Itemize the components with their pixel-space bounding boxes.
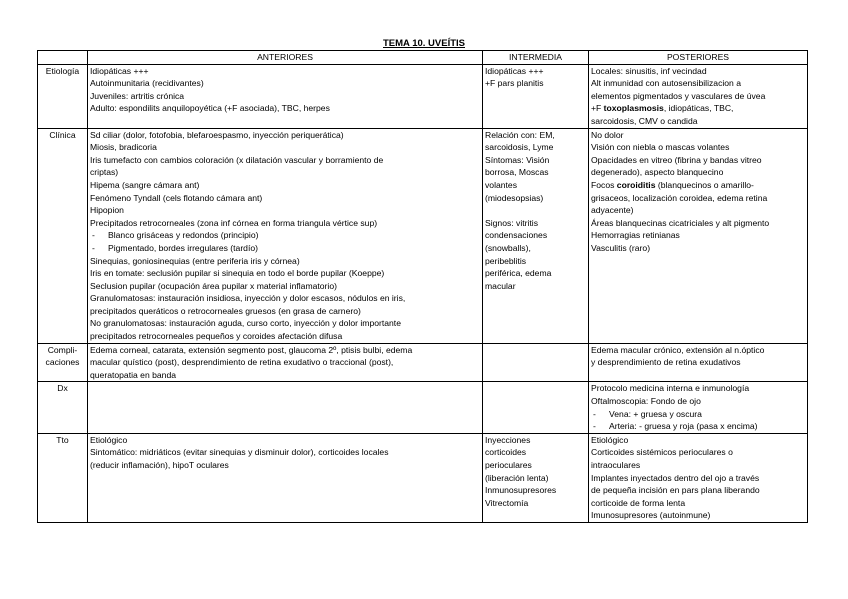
cell-line: criptas) (90, 167, 119, 178)
row-tto (38, 433, 808, 522)
cell-line: peribeblitis (485, 255, 527, 266)
cell-line: Etiológico (591, 434, 629, 445)
bullet-item: - Blanco grisáceas y redondos (principio) (90, 229, 480, 242)
cell-line: corticoides (485, 447, 527, 458)
cell-line: Vitrectomía (485, 497, 529, 508)
clinica-posteriores (589, 128, 808, 343)
cell-line: Idiopáticas +++ (90, 65, 149, 76)
cell-line: Fenómeno Tyndall (cels flotando cámara ant) (90, 192, 263, 203)
cell-line (485, 204, 586, 217)
cell-line: grisaceos, localización coroidea, edema retina (591, 192, 768, 203)
cell-line: Signos: vitritis (485, 217, 539, 228)
cell-line: Hemorragias retinianas (591, 230, 680, 241)
cell-line: macular quístico (post), desprendimiento de retina exudativo o traccional (post), (90, 357, 394, 368)
bullet-item: - Pigmentado, bordes irregulares (tardío) (90, 242, 480, 255)
cell-line: queratopatia en banda (90, 369, 177, 380)
uveitis-table (37, 50, 808, 523)
clinica-intermedia (483, 128, 589, 343)
row-label-tto: Tto (38, 433, 88, 522)
row-label-dx: Dx (38, 382, 88, 433)
cell-line: Edema macular crónico, extensión al n.óptico (591, 344, 765, 355)
cell-line: Juveniles: artritis crónica (90, 90, 185, 101)
cell-line: Iris en tomate: seclusión pupilar si sinequia en todo el borde pupilar (Koeppe) (90, 268, 385, 279)
cell-line: perioculares (485, 460, 532, 470)
text-fragment: , idiopáticas, TBC, (663, 103, 734, 114)
cell-line: Inyecciones (485, 434, 531, 445)
header-corner (38, 51, 88, 65)
cell-line-mixed (591, 102, 805, 115)
text-fragment: (blanquecinos o amarillo- (655, 179, 754, 190)
cell-line: No dolor (591, 129, 624, 140)
cell-line: Relación con: EM, (485, 129, 555, 140)
cell-line: Síntomas: Visión (485, 154, 550, 165)
cell-line: Opacidades en vitreo (fibrina y bandas vitreo (591, 154, 762, 165)
bullet-item: - Vena: + gruesa y oscura (591, 408, 805, 421)
cell-line: (liberación lenta) (485, 472, 549, 483)
cell-line: (reducir inflamación), hipoT oculares (90, 460, 229, 470)
cell-line: intraoculares (591, 460, 641, 470)
cell-line: periférica, edema (485, 268, 552, 279)
cell-line: precipitados retrocorneales pequeños y coroides afectación difusa (90, 331, 343, 342)
bold-term: coroiditis (616, 179, 656, 190)
row-label-clinica: Clínica (38, 128, 88, 343)
bold-term: toxoplasmosis (603, 103, 664, 114)
row-label-line: caciones (45, 357, 80, 368)
cell-line: Iris tumefacto con cambios coloración (x dilatación vascular y borramiento de (90, 154, 384, 165)
row-clinica (38, 128, 808, 343)
cell-line: precipitados queráticos o retrocorneales gruesos (en grasa de carnero) (90, 305, 361, 316)
cell-line: y desprendimiento de retina exudativos (591, 357, 741, 368)
header-anteriores: ANTERIORES (88, 51, 483, 65)
cell-line: macular (485, 280, 516, 291)
row-label-line: Compli- (47, 344, 78, 355)
cell-line: Adulto: espondilits anquilopoyética (+F asociada), TBC, herpes (90, 103, 330, 114)
etiologia-anteriores (88, 64, 483, 128)
cell-line: Granulomatosas: instauración insidiosa, inyección y dolor escasos, nódulos en iris, (90, 293, 406, 304)
cell-line: No granulomatosas: instauración aguda, curso corto, inyección y dolor importante (90, 318, 401, 329)
cell-line: Vasculitis (raro) (591, 242, 651, 253)
cell-line: Edema corneal, catarata, extensión segmento post, glaucoma 2º, ptisis bulbi, edema (90, 344, 413, 355)
cell-line: Sd ciliar (dolor, fotofobia, blefaroespasmo, inyección periquerática) (90, 129, 344, 140)
cell-line: sarcoidosis, CMV o candida (591, 115, 698, 126)
cell-line: Idiopáticas +++ (485, 65, 544, 76)
cell-line: (miodesopsias) (485, 192, 544, 203)
cell-line: Imunosupresores (autoinmune) (591, 510, 711, 521)
cell-line: Miosis, bradicoria (90, 142, 157, 153)
cell-line: Protocolo medicina interna e inmunología (591, 383, 750, 394)
tto-intermedia (483, 433, 589, 522)
cell-line: Sinequias, goniosinequias (entre periferia iris y córnea) (90, 255, 300, 266)
cell-line: Hipema (sangre cámara ant) (90, 179, 200, 190)
text-fragment: Focos (591, 179, 617, 190)
dx-anteriores (88, 382, 483, 433)
cell-line: Etiológico (90, 434, 128, 445)
text-fragment: +F (591, 103, 604, 114)
complicaciones-anteriores (88, 343, 483, 382)
cell-line: condensaciones (485, 230, 548, 241)
row-label-complicaciones (38, 343, 88, 382)
cell-line: de pequeña incisión en pars plana liberando (591, 485, 760, 496)
cell-line: adyacente) (591, 205, 634, 216)
cell-line: Autoinmunitaria (recidivantes) (90, 78, 204, 89)
cell-line-mixed (591, 179, 805, 192)
row-complicaciones (38, 343, 808, 382)
cell-line: (snowballs), (485, 242, 531, 253)
dx-posteriores (589, 382, 808, 433)
cell-line: Precipitados retrocorneales (zona inf córnea en forma triangula vértice sup) (90, 217, 378, 228)
tto-posteriores (589, 433, 808, 522)
cell-line: +F pars planitis (485, 78, 544, 89)
row-etiologia (38, 64, 808, 128)
cell-line: Seclusion pupilar (ocupación área pupilar x material inflamatorio) (90, 280, 337, 291)
header-intermedia: INTERMEDIA (483, 51, 589, 65)
header-posteriores: POSTERIORES (589, 51, 808, 65)
cell-line: Alt inmunidad con autosensibilizacion a (591, 78, 742, 89)
header-row (38, 51, 808, 65)
cell-line: Sintomático: midriáticos (evitar sinequias y disminuir dolor), corticoides locales (90, 447, 389, 458)
cell-line: Locales: sinusitis, inf vecindad (591, 65, 707, 76)
clinica-anteriores (88, 128, 483, 343)
cell-line: Oftalmoscopia: Fondo de ojo (591, 396, 701, 407)
etiologia-intermedia (483, 64, 589, 128)
cell-line: corticoide de forma lenta (591, 497, 686, 508)
cell-line: Implantes inyectados dentro del ojo a través (591, 472, 760, 483)
etiologia-posteriores (589, 64, 808, 128)
cell-line: borrosa, Moscas (485, 167, 549, 178)
cell-line: degenerado), aspecto blanquecino (591, 167, 724, 178)
cell-line: Áreas blanquecinas cicatriciales y alt pigmento (591, 217, 770, 228)
cell-line: Visión con niebla o mascas volantes (591, 142, 730, 153)
cell-line: volantes (485, 179, 518, 190)
complicaciones-posteriores (589, 343, 808, 382)
cell-line: Inmunosupresores (485, 485, 557, 496)
tto-anteriores (88, 433, 483, 522)
cell-line: Hipopion (90, 205, 124, 216)
cell-line: sarcoidosis, Lyme (485, 142, 554, 153)
bullet-item: - Arteria: - gruesa y roja (pasa x encima) (591, 420, 805, 433)
row-label-etiologia: Etiología (38, 64, 88, 128)
row-dx (38, 382, 808, 433)
page-title: TEMA 10. UVEÍTIS (383, 38, 465, 49)
cell-line: elementos pigmentados y vasculares de úvea (591, 90, 766, 101)
complicaciones-intermedia (483, 343, 589, 382)
dx-intermedia (483, 382, 589, 433)
cell-line: Corticoides sistémicos perioculares o (591, 447, 733, 458)
